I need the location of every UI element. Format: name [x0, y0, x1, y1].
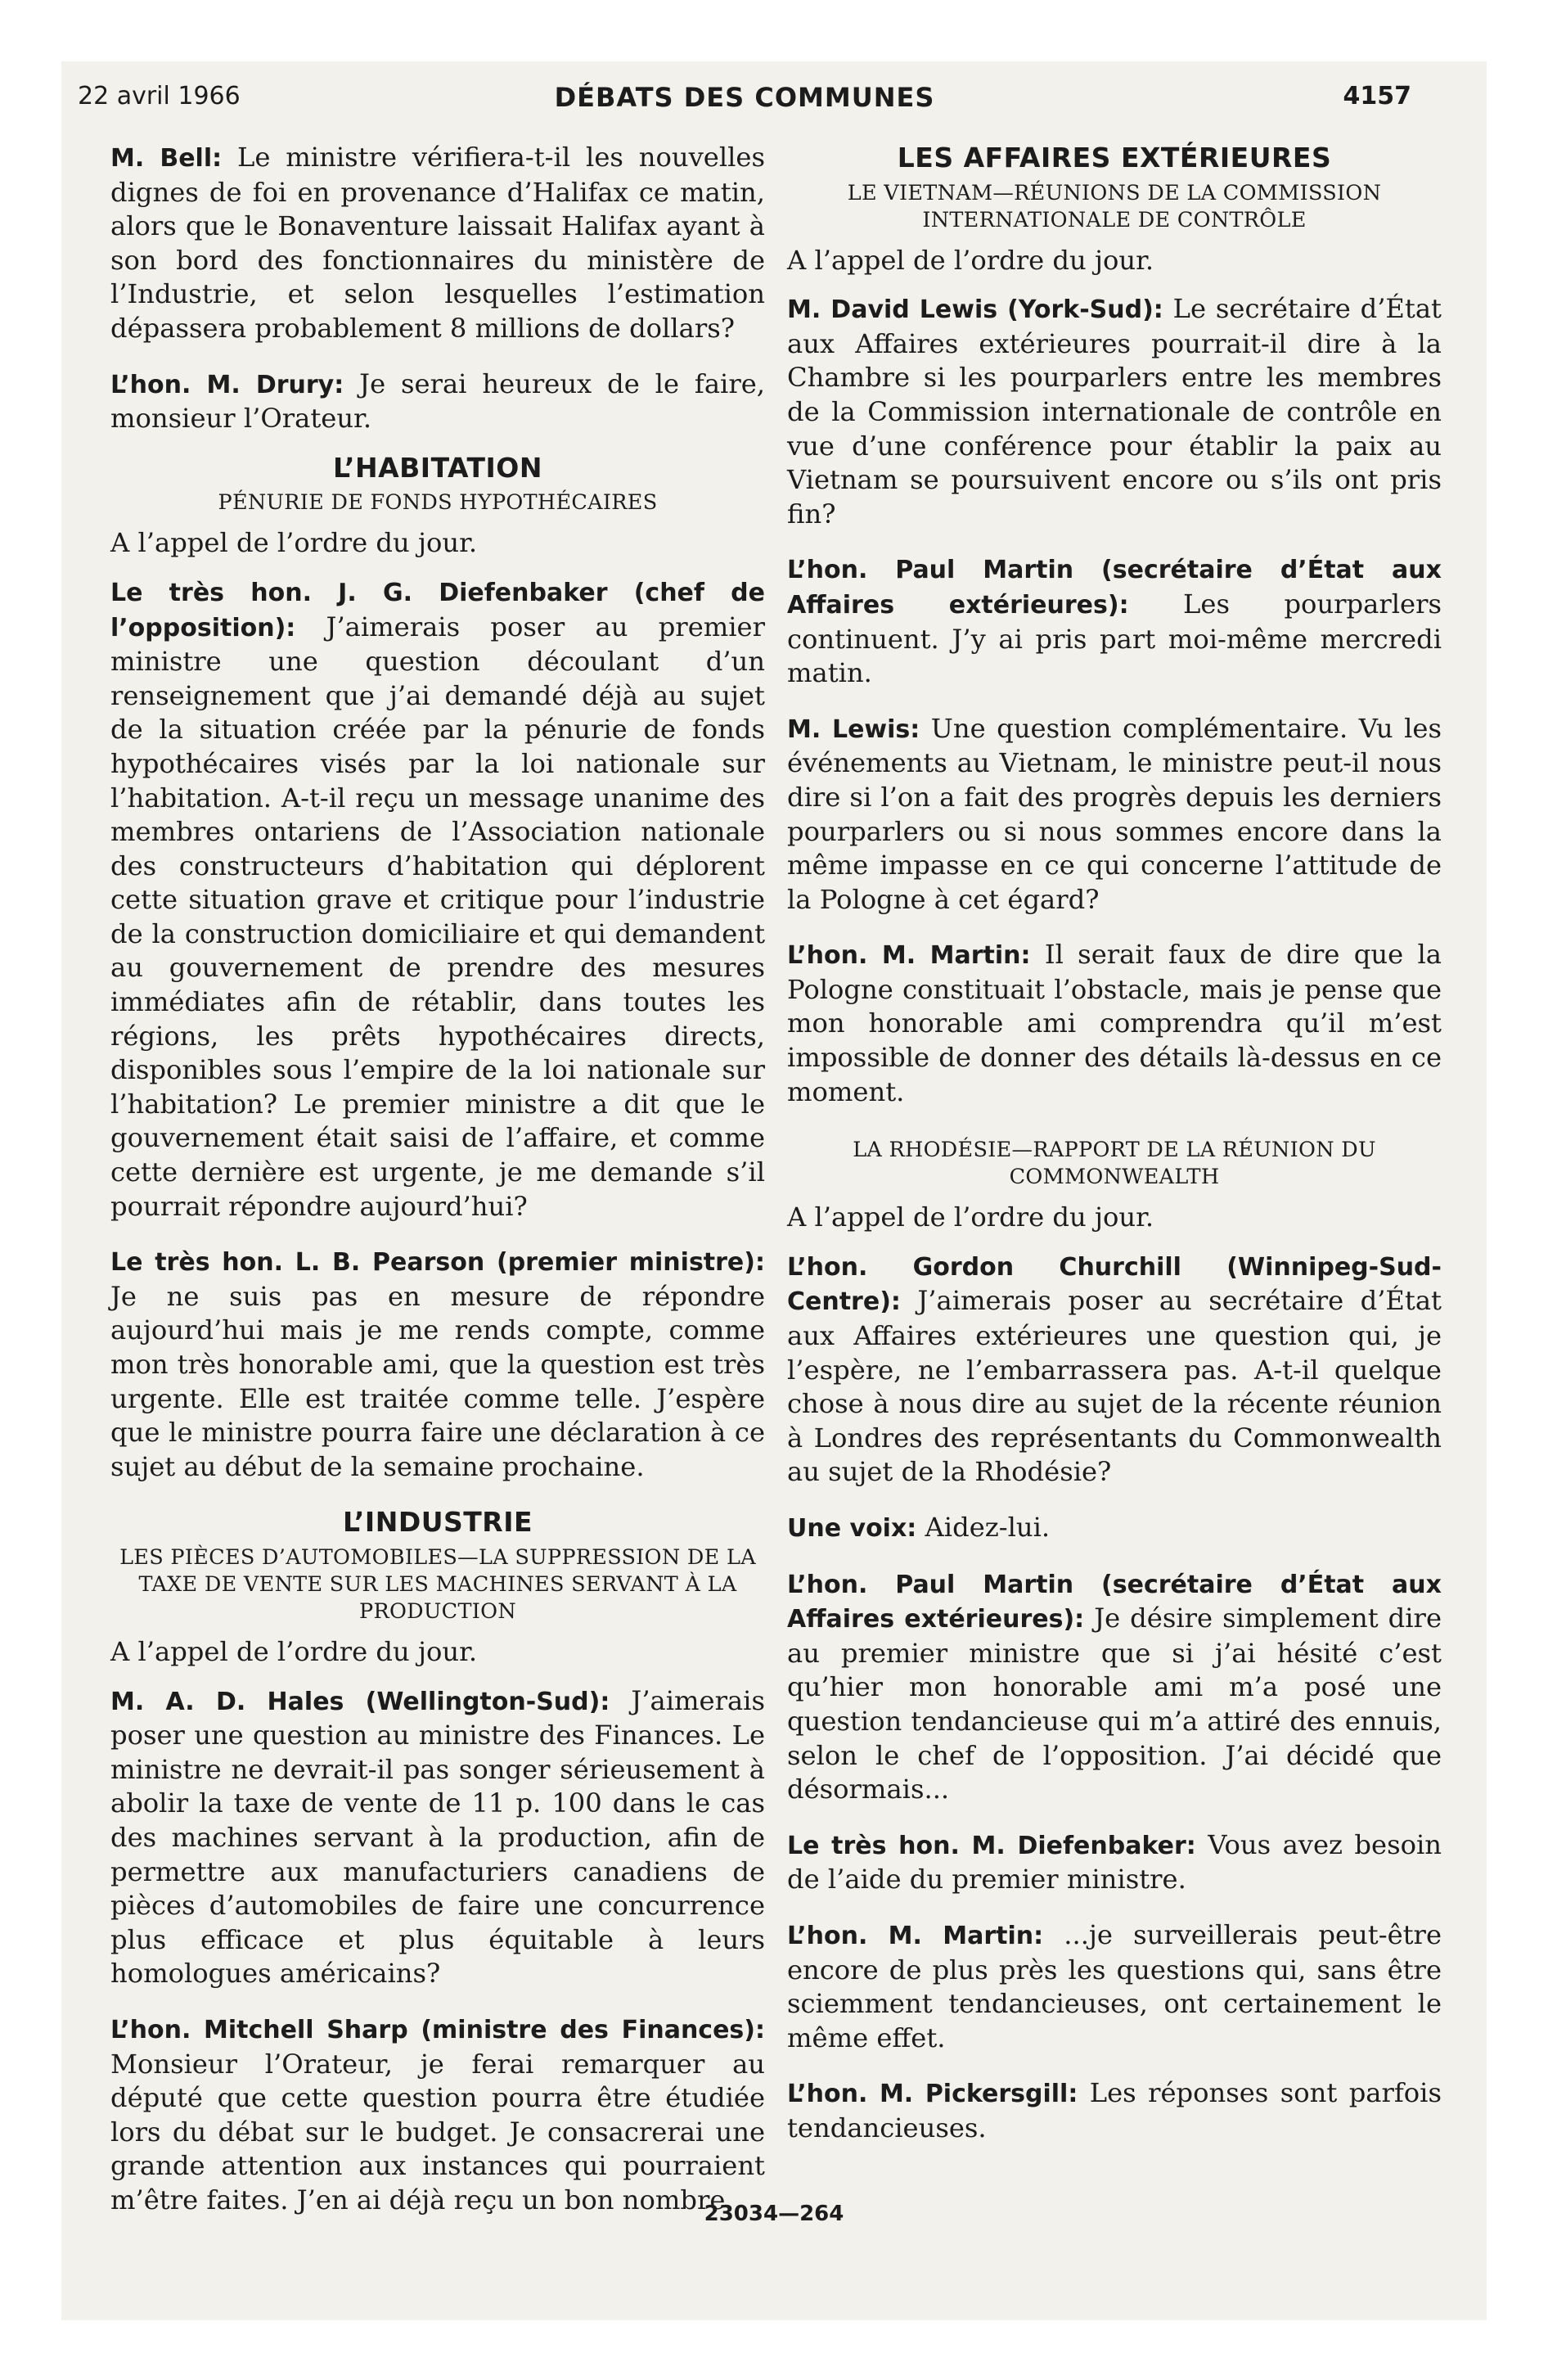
subsection-heading: LE VIETNAM—RÉUNIONS DE LA COMMISSION INTERNATIONALE DE CONTRÔLE [847, 180, 1382, 232]
speech-text: Je ne suis pas en mesure de répondre aujourd’hui mais je me rends compte, comme mon très honorable ami, que la question est très urgente. Elle est traitée comme telle. J’espère que le ministre pourra faire une déclaration à ce sujet au début de la semaine prochaine. [110, 1280, 765, 1482]
speech-text: Le ministre vérifiera-t-il les nouvelles dignes de foi en provenance d’Halifax ce matin, alors que le Bonaventure laissait Halifax ayant à son bord des fonctionnaires du ministère de l’Industrie, et selon lesquelles l’estimation dépassera probablement 8 millions de dollars? [110, 142, 765, 344]
paragraph [787, 1918, 1442, 2055]
section-heading: LES AFFAIRES EXTÉRIEURES [897, 142, 1332, 174]
section-heading: L’INDUSTRIE [342, 1506, 533, 1539]
speech-text: J’aimerais poser au secrétaire d’État aux Affaires extérieures une question qui, je l’espère, ne l’embarrassera pas. A-t-il quelque chose à nous dire au sujet de la récente réunion à Londres des représentants du Commonwealth au sujet de la Rhodésie? [787, 1285, 1442, 1488]
paragraph [110, 141, 765, 346]
speaker-name: Le très hon. J. G. Diefenbaker (chef de l’opposition): [110, 578, 765, 642]
speaker-name: M. Lewis: [787, 714, 920, 744]
speech-text: Vous avez besoin de l’aide du premier ministre. [787, 1828, 1442, 1895]
paragraph [110, 575, 765, 1224]
paragraph [787, 1567, 1442, 1807]
subsection-heading: LES PIÈCES D’AUTOMOBILES—LA SUPPRESSION DE LA TAXE DE VENTE SUR LES MACHINES SERVANT À LA PRODUCTION [119, 1544, 756, 1624]
paragraph [110, 1245, 765, 1484]
printer-mark: 23034—264 [704, 2202, 844, 2226]
speaker-name: L’hon. Paul Martin (secrétaire d’État aux Affaires extérieures): [787, 556, 1442, 620]
running-header [78, 82, 1411, 131]
speech-text: Les pourparlers continuent. J’y ai pris part moi-même mercredi matin. [787, 588, 1442, 689]
paragraph [787, 1828, 1442, 1897]
right-column [787, 141, 1442, 2161]
paragraph [787, 712, 1442, 917]
speech-text: Je serai heureux de le faire, monsieur l’Orateur. [110, 367, 765, 435]
paragraph [110, 367, 765, 436]
speech-text: Le secrétaire d’État aux Affaires extérieures pourrait-il dire à la Chambre si les pourparlers entre les membres de la Commission internationale de contrôle en vue d’une conférence pour établir la paix au Vietnam se poursuivent encore ou s’ils ont pris fin? [787, 293, 1442, 530]
page-number: 4157 [1343, 82, 1411, 110]
paragraph [787, 1250, 1442, 1490]
subsection-heading: LA RHODÉSIE—RAPPORT DE LA RÉUNION DU COMMONWEALTH [853, 1138, 1376, 1190]
paragraph [110, 1684, 765, 1991]
order-of-day: A l’appel de l’ordre du jour. [110, 527, 478, 559]
paragraph [787, 292, 1442, 531]
subsection-heading: PÉNURIE DE FONDS HYPOTHÉCAIRES [218, 490, 658, 516]
speaker-name: L’hon. Gordon Churchill (Winnipeg-Sud-Centre): [787, 1252, 1442, 1317]
speaker-name: M. A. D. Hales (Wellington-Sud): [110, 1687, 610, 1716]
speaker-name: Le très hon. L. B. Pearson (premier ministre): [110, 1248, 765, 1278]
speaker-name: L’hon. Paul Martin (secrétaire d’État aux Affaires extérieures): [787, 1570, 1442, 1634]
speaker-name: L’hon. Mitchell Sharp (ministre des Finances): [110, 2015, 765, 2044]
speaker-name: M. Bell: [110, 144, 223, 173]
speaker-name: M. David Lewis (York-Sud): [787, 295, 1163, 325]
speech-text: J’aimerais poser au premier ministre une question découlant d’un renseignement que j’ai demandé déjà au sujet de la situation créée par la pénurie de fonds hypothécaires visés par la loi nationale sur l’habitation. A-t-il reçu un message unanime des membres ontariens de l’Association nationale des constructeurs d’habitation qui déplorent cette situation grave et critique pour l’industrie de la construction domiciliaire et qui demandent au gouvernement de prendre des mesures immédiates afin de rétablir, dans toutes les régions, les prêts hypothécaires directs, disponibles sous l’empire de la loi nationale sur l’habitation? Le premier ministre a dit que le gouvernement était saisi de l’affaire, et comme cette dernière est urgente, je me demande s’il pourrait répondre aujourd’hui? [110, 611, 765, 1222]
header-title: DÉBATS DES COMMUNES [554, 82, 935, 113]
speech-text: Il serait faux de dire que la Pologne constituait l’obstacle, mais je pense que mon honorable ami comprendra qu’il m’est impossible de donner des détails là-dessus en ce moment. [787, 939, 1442, 1107]
speech-text: Les réponses sont parfois tendancieuses. [787, 2077, 1442, 2143]
paragraph [787, 938, 1442, 1109]
paragraph [787, 552, 1442, 690]
speech-text: Une question complémentaire. Vu les événements au Vietnam, le ministre peut-il nous dire si l’on a fait des progrès depuis les derniers pourparlers ou si nous sommes encore dans la même impasse en ce qui concerne l’attitude de la Pologne à cet égard? [787, 712, 1442, 915]
speech-text: ...je surveillerais peut-être encore de plus près les questions qui, sans être sciemment tendancieuses, ont certainement le même effet. [787, 1918, 1442, 2053]
order-of-day: A l’appel de l’ordre du jour. [110, 1635, 478, 1667]
paragraph [110, 2013, 765, 2218]
speech-text: Je désire simplement dire au premier ministre que si j’ai hésité c’est qu’hier mon honorable ami m’a posé une question tendancieuse qui m’a attiré des ennuis, selon le chef de l’opposition. J’ai décidé que désormais... [787, 1602, 1442, 1805]
speech-text: J’aimerais poser une question au ministre des Finances. Le ministre ne devrait-il pas songer sérieusement à abolir la taxe de vente de 11 p. 100 dans le cas des machines servant à la production, afin de permettre aux manufacturiers canadiens de pièces d’automobiles de faire une concurrence plus efficace et plus équitable à leurs homologues américains? [110, 1684, 765, 1990]
paragraph [787, 2076, 1442, 2145]
speaker-name: L’hon. M. Pickersgill: [787, 2080, 1078, 2109]
header-date: 22 avril 1966 [78, 82, 241, 110]
left-column [110, 141, 765, 2232]
speaker-name: L’hon. M. Martin: [787, 1921, 1044, 1950]
order-of-day: A l’appel de l’ordre du jour. [787, 244, 1154, 276]
section-heading: L’HABITATION [333, 451, 542, 484]
speaker-name: Le très hon. M. Diefenbaker: [787, 1831, 1196, 1860]
order-of-day: A l’appel de l’ordre du jour. [787, 1201, 1154, 1233]
speaker-name: L’hon. M. Martin: [787, 941, 1031, 971]
speaker-name: Une voix: [787, 1514, 917, 1543]
paragraph [787, 1511, 1442, 1546]
speech-text: Monsieur l’Orateur, je ferai remarquer au député que cette question pourra être étudiée lors du débat sur le budget. Je consacrerai une grande attention aux instances qui pourraient m’être faites. J’en ai déjà reçu un bon nombre. [110, 2048, 765, 2215]
speaker-name: L’hon. M. Drury: [110, 370, 344, 399]
speech-text: Aidez-lui. [916, 1512, 1051, 1543]
